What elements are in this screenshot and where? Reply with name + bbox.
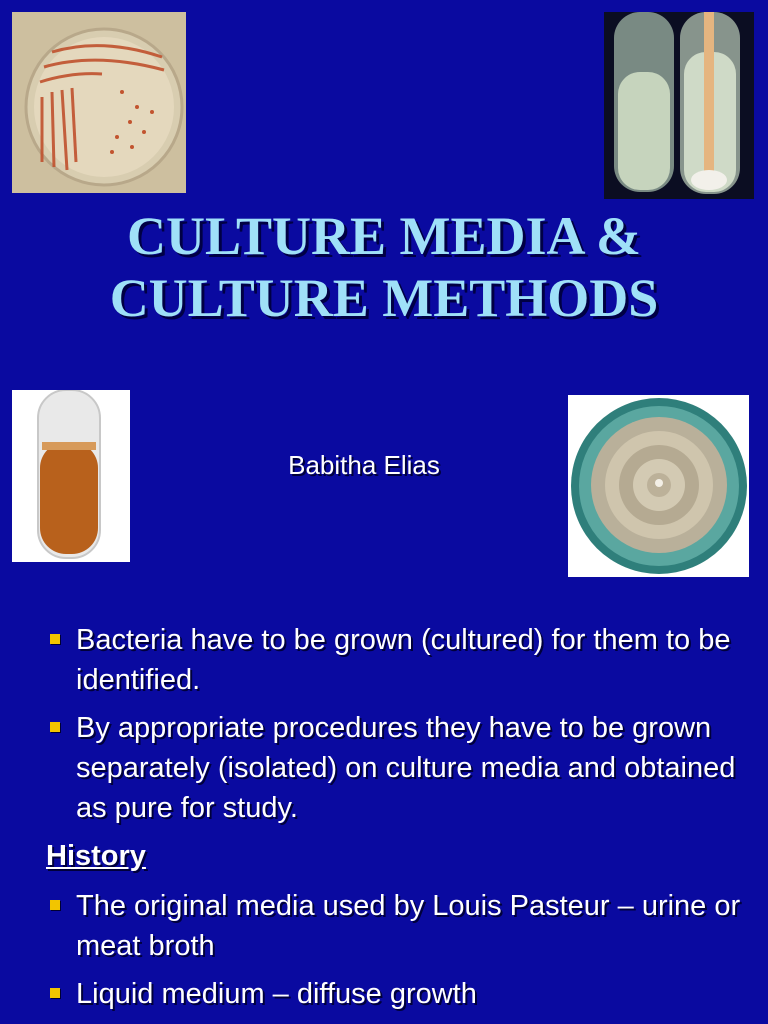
bullet-text: Liquid medium – diffuse growth <box>76 978 477 1010</box>
bullet-item <box>46 620 746 700</box>
bullet-item <box>46 708 746 828</box>
bullet-square-icon <box>50 900 60 910</box>
bullet-text: The original media used by Louis Pasteur – urine or meat broth <box>76 890 741 962</box>
slide-body <box>46 620 746 1022</box>
title-line-1: CULTURE MEDIA & <box>126 206 642 266</box>
petri-dish-fungus-photo <box>568 395 749 577</box>
bullet-square-icon <box>50 988 60 998</box>
bullet-square-icon <box>50 722 60 732</box>
bullet-square-icon <box>50 634 60 644</box>
test-tubes-photo <box>604 12 754 199</box>
bullet-text: Bacteria have to be grown (cultured) for them to be identified. <box>76 624 731 696</box>
author-name: Babitha Elias <box>288 450 440 480</box>
bullet-item <box>46 886 746 966</box>
title-line-2: CULTURE METHODS <box>109 268 659 328</box>
history-heading: History <box>46 840 146 872</box>
bullet-item <box>46 974 746 1014</box>
slide-title <box>0 205 768 329</box>
bullet-text: By appropriate procedures they have to be grown separately (isolated) on culture media and obtained as pure for study. <box>76 712 736 824</box>
petri-dish-streak-photo <box>12 12 186 193</box>
